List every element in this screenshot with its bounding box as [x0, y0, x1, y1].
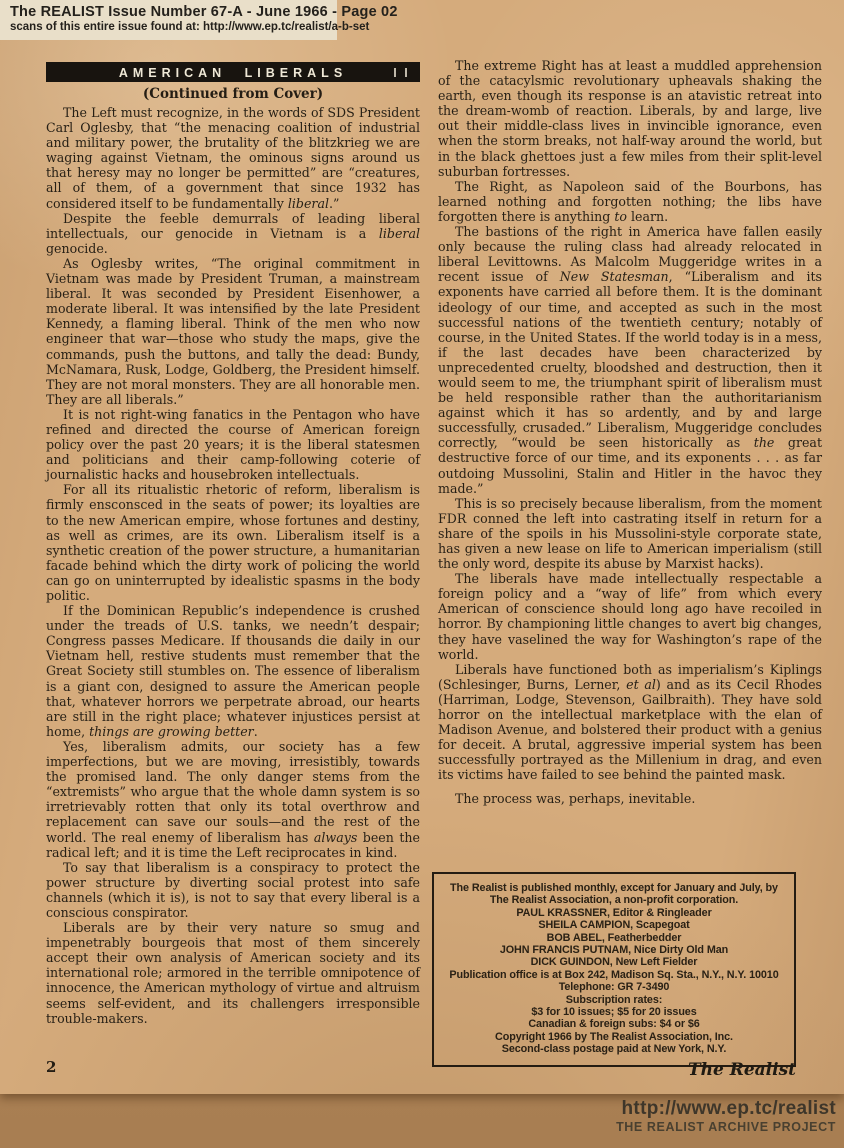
- publication-box-line: Copyright 1966 by The Realist Association, Inc.: [495, 1030, 733, 1043]
- paragraph: The Right, as Napoleon said of the Bourbons, has learned nothing and forgotten nothing; the libs have forgotten there is anything to learn.: [438, 178, 822, 224]
- scan-source-note: scans of this entire issue found at: http://www.ep.tc/realist/a-b-set: [10, 21, 370, 33]
- paragraph: This is so precisely because liberalism, from the moment FDR conned the left into castrating itself in return for a share of the spoils in his Mussolini-style corporate state, has given a new lease on life to American imperialism (still the only word, despite its abuse by Marxist hacks).: [438, 495, 822, 572]
- paragraph: Liberals have functioned both as imperialism’s Kiplings (Schlesinger, Burns, Lerner, et al) and as its Cecil Rhodes (Harriman, Lodge, Stevenson, Gailbraith). They have sold horror on the intellectual marketplace with the elan of Madison Avenue, and bolstered their product with a genius for deceit. A brutal, aggressive imperial system has been successfully portrayed as the Millenium in drag, and even its victims have failed to see behind the painted mask.: [438, 661, 823, 783]
- publication-box-line: Second-class postage paid at New York, N.Y.: [501, 1043, 727, 1056]
- publication-box-line: BOB ABEL, Featherbedder: [546, 931, 682, 944]
- paragraph: The Left must recognize, in the words of SDS President Carl Oglesby, that “the menacing coalition of industrial and military power, the brutality of the blitzkrieg we are waging against Vietnam, the ominous signs around us that heresy may no longer be permitted” are “creatures, all of them, of a government that since 1932 has considered itself to be fundamentally liberal.”: [46, 105, 420, 211]
- tick-mark: [405, 68, 407, 77]
- publication-box-line: DICK GUINDON, New Left Fielder: [530, 956, 698, 969]
- publication-box-line: Publication office is at Box 242, Madison Sq. Sta., N.Y., N.Y. 10010: [449, 968, 779, 981]
- magazine-name-footer: The Realist: [687, 1060, 796, 1080]
- paragraph: To say that liberalism is a conspiracy to protect the power structure by diverting social protest into safe channels (which it is), is not to say that every liberal is a conscious conspirator.: [46, 859, 420, 920]
- paragraph: The bastions of the right in America have fallen easily only because the ruling class had already relocated in liberal Levittowns. As Malcolm Muggeridge writes in a recent issue of New Statesman, “Liberalism and its exponents have carried all before them. It is the dominant ideology of our time, and accepted as such in the most successful nations of the twentieth century; notably of course, in the United States. If the world today is in a mess, if the last decades have been characterized by unprecedented cruelty, bloodshed and destruction, then it would seem to me, the triumphant spirit of liberalism must be held responsible rather than the authoritarianism against which it has so ardently, and by and large successfully, crusaded.” Liberalism, Muggeridge concludes correctly, “would be seen historically as the great destructive force of our time, and its exponents . . . as far outdoing Mussolini, Stalin and Hitler in the havoc they made.”: [438, 224, 823, 496]
- paragraph: Yes, liberalism admits, our society has a few imperfections, but we are moving, irresistibly, towards the promised land. The only danger stems from the “extremists” who argue that the whole damn system is so irretrievably rotten that only its total overthrow and replacement can save our souls—and the rest of the world. The real enemy of liberalism has always been the radical left; and it is time the Left reciprocates in kind.: [46, 738, 420, 860]
- publication-info-box: [432, 872, 796, 1067]
- page-number: 2: [46, 1058, 57, 1076]
- right-column-text: [438, 58, 822, 806]
- publication-box-line: Telephone: GR 7-3490: [558, 981, 670, 994]
- publication-box-line: $3 for 10 issues; $5 for 20 issues: [531, 1006, 697, 1019]
- paragraph: Liberals are by their very nature so smug and impenetrably bourgeois that most of them sincerely accept their own analysis of American society and its international role; armored in the terrible omnipotence of innocence, the American mythology of virtue and altruism seems self-evident, and its challengers irresponsible trouble-makers.: [46, 920, 420, 1026]
- paragraph: It is not right-wing fanatics in the Pentagon who have refined and directed the course of American foreign policy over the past 20 years; it is the liberal statesmen and politicians and their camp-following coterie of journalistic hacks and housebroken intellectuals.: [46, 406, 420, 483]
- scan-info-strip: [0, 0, 398, 40]
- paragraph: The liberals have made intellectually respectable a foreign policy and a “way of life” from which every American of conscience should long ago have recoiled in horror. By championing little changes to avert big changes, they have vaselined the way for Washington’s rape of the world.: [438, 571, 822, 662]
- scan-title: The REALIST Issue Number 67-A - June 1966 - Page 02: [10, 4, 398, 20]
- paragraph: As Oglesby writes, “The original commitment in Vietnam was made by President Truman, a mainstream liberal. It was seconded by President Eisenhower, a moderate liberal. It was intensified by the late President Kennedy, a flaming liberal. Think of the men who now engineer that war—those who study the maps, give the commands, push the buttons, and tally the dead: Bundy, McNamara, Rusk, Lodge, Goldberg, the President himself. They are not moral monsters. They are all honorable men. They are all liberals.”: [46, 255, 421, 407]
- article-column-right: [438, 58, 822, 806]
- paragraph: For all its ritualistic rhetoric of reform, liberalism is firmly ensconsced in the seats of power; its loyalties are to the new American empire, whose fortunes and destiny, as well as crimes, are its own. Liberalism itself is a synthetic creation of the power structure, a humanitarian facade behind which the dirty work of policing the world can go on uninterrupted by idealistic spasms in the body politic.: [46, 482, 420, 603]
- publication-box-line: PAUL KRASSNER, Editor & Ringleader: [516, 906, 712, 919]
- tick-mark: [394, 68, 396, 77]
- continued-from-cover-note: (Continued from Cover): [142, 86, 324, 102]
- publication-box-line: The Realist is published monthly, except for January and July, by: [450, 882, 778, 894]
- article-column-left: [46, 62, 420, 1026]
- archive-project-label: THE REALIST ARCHIVE PROJECT: [616, 1120, 836, 1134]
- paragraph: Despite the feeble demurrals of leading liberal intellectuals, our genocide in Vietnam is a liberal genocide.: [46, 210, 420, 256]
- article-title: AMERICAN LIBERALS: [118, 66, 348, 80]
- paragraph: The extreme Right has at least a muddled apprehension of the catacylsmic revolutionary upheavals shaking the earth, even though its response is an atavistic retreat into the dream-womb of reaction. Liberals, by and large, live out their middle-class lives in invincible ignorance, even when the storm breaks, not half-way around the world, but in the black ghettoes just a few miles from their split-level suburban fortresses.: [438, 58, 822, 179]
- archive-url: http://www.ep.tc/realist: [621, 1098, 836, 1119]
- publication-box-line: The Realist Association, a non-profit corporation.: [489, 894, 739, 907]
- publication-box-line: JOHN FRANCIS PUTNAM, Nice Dirty Old Man: [499, 944, 729, 957]
- scan-artifact-ticks: [394, 68, 407, 77]
- paragraph: If the Dominican Republic’s independence is crushed under the treads of U.S. tanks, we needn’t despair; Congress passes Medicare. If thousands die daily in our Vietnam hell, restive students must remember that the Great Society still stumbles on. The essence of liberalism is a giant con, designed to assure the American people that, whatever horrors we perpetrate abroad, our hearts are still in the right place; whatever injustices persist at home, things are growing better.: [46, 603, 420, 739]
- left-column-text: [46, 105, 420, 1026]
- publication-box-line: Subscription rates:: [565, 993, 663, 1006]
- paragraph: The process was, perhaps, inevitable.: [455, 790, 696, 806]
- publication-box-line: SHEILA CAMPION, Scapegoat: [538, 919, 690, 932]
- article-headline-bar: [46, 62, 420, 82]
- publication-box-line: Canadian & foreign subs: $4 or $6: [528, 1018, 700, 1031]
- archive-footer: [616, 1098, 836, 1134]
